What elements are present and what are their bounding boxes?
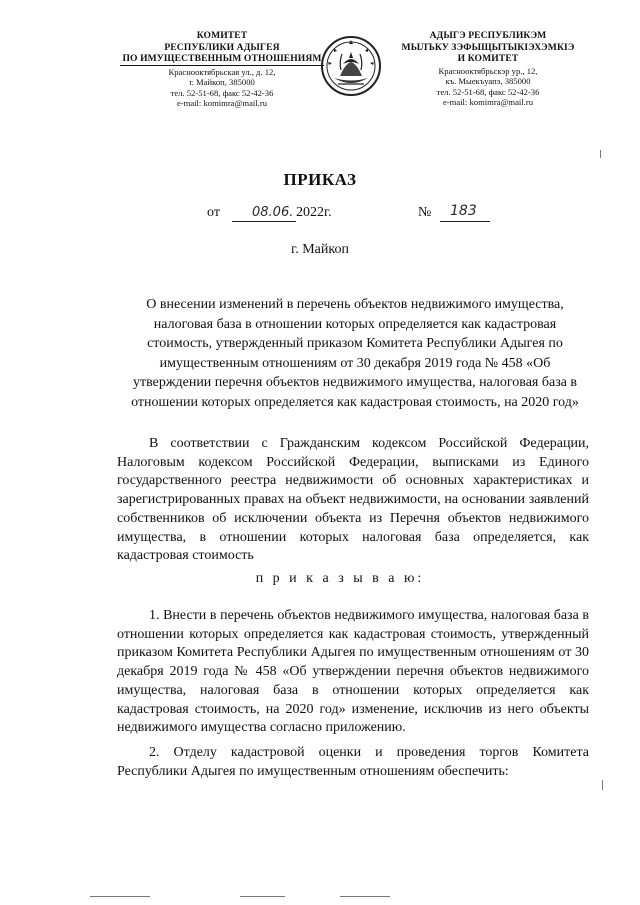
scan-mark xyxy=(340,896,390,897)
number-prefix: № xyxy=(418,205,432,220)
order-subject: О внесении изменений в перечень объектов недвижимого имущества, налоговая база в отношении которых определяется как кадастровая стоимость, утвержденный приказом Комитета Республики Адыгея по имущественным отношениям от 30 декабря 2019 года № 458 «Об утверждении перечня объектов недвижимого имущества, налоговая база в отношении которых определяется как кадастровая стоимость, на 2020 год» xyxy=(131,297,579,410)
org-name-ady xyxy=(388,30,588,65)
org-line: РЕСПУБЛИКИ АДЫГЕЯ xyxy=(164,41,280,53)
scan-mark xyxy=(90,896,150,897)
address-line: тел. 52-51-68, факс 52-42-36 xyxy=(436,86,540,97)
address-line: къ. Мыекъуапэ, 385000 xyxy=(445,76,531,86)
address-line: e-mail: komimra@mail.ru xyxy=(176,98,267,108)
number-underline xyxy=(440,221,490,222)
date-underline xyxy=(232,221,296,222)
basis-paragraph: В соответствии с Гражданским кодексом Российской Федерации, Налоговым кодексом Российской Федерации, выписками из Единого государственного реестра недвижимости об основных характеристиках и зарегистрированных правах на объект недвижимости, на основании заявлений собственников об исключении объекта из Перечня объектов недвижимого имущества, в отношении которых налоговая база определяется, как кадастровая стоимость xyxy=(117,436,589,564)
org-name-ru xyxy=(116,30,328,66)
date-prefix: от xyxy=(207,205,220,220)
address-line: г. Майкоп, 385000 xyxy=(189,77,255,87)
address-line: Краснооктябрьскэр ур., 12, xyxy=(438,65,538,76)
item-1-paragraph: 1. Внести в перечень объектов недвижимого имущества, налоговая база в отношении которых определяется как кадастровая стоимость, утвержденный приказом Комитета Республики Адыгея по имущественным отношениям от 30 декабря 2019 года № 458 «Об утверждении перечня объектов недвижимого имущества, налоговая база в отношении которых определяется как кадастровая стоимость, на 2020 год» изменение, исключив из него объекты недвижимого имущества согласно приложению. xyxy=(117,608,589,736)
number-handwritten: 183 xyxy=(450,203,477,219)
city: г. Майкоп xyxy=(291,242,349,257)
org-line: ПО ИМУЩЕСТВЕННЫМ ОТНОШЕНИЯМ xyxy=(122,53,322,64)
order-title: ПРИКАЗ xyxy=(283,170,357,189)
address-line: e-mail: komimra@mail.ru xyxy=(442,97,533,107)
scan-mark xyxy=(240,896,285,897)
scan-mark xyxy=(602,780,603,790)
item-2-paragraph: 2. Отделу кадастровой оценки и проведения торгов Комитета Республики Адыгея по имущественным отношениям обеспечить: xyxy=(117,745,589,779)
date-suffix: 2022г. xyxy=(296,205,332,220)
header-left xyxy=(116,30,328,109)
decree-word: п р и к а з ы в а ю: xyxy=(255,571,425,586)
org-line: КОМИТЕТ xyxy=(196,30,248,41)
address-ady xyxy=(388,66,588,108)
org-line: АДЫГЭ РЕСПУБЛИКЭМ xyxy=(429,30,547,41)
address-ru xyxy=(116,67,328,109)
date-handwritten: 08.06. xyxy=(252,205,294,220)
address-line: тел. 52-51-68, факс 52-42-36 xyxy=(170,87,274,98)
org-line: МЫЛЪКУ ЗЭФЫЩЫТЫКІЭХЭМКІЭ xyxy=(401,41,575,53)
address-line: Краснооктябрьская ул., д. 12, xyxy=(168,66,276,77)
org-line: И КОМИТЕТ xyxy=(457,53,519,64)
order-date-number-line xyxy=(0,205,640,225)
coat-of-arms-icon xyxy=(320,34,382,98)
header-right xyxy=(388,30,588,108)
scan-mark xyxy=(600,150,601,158)
